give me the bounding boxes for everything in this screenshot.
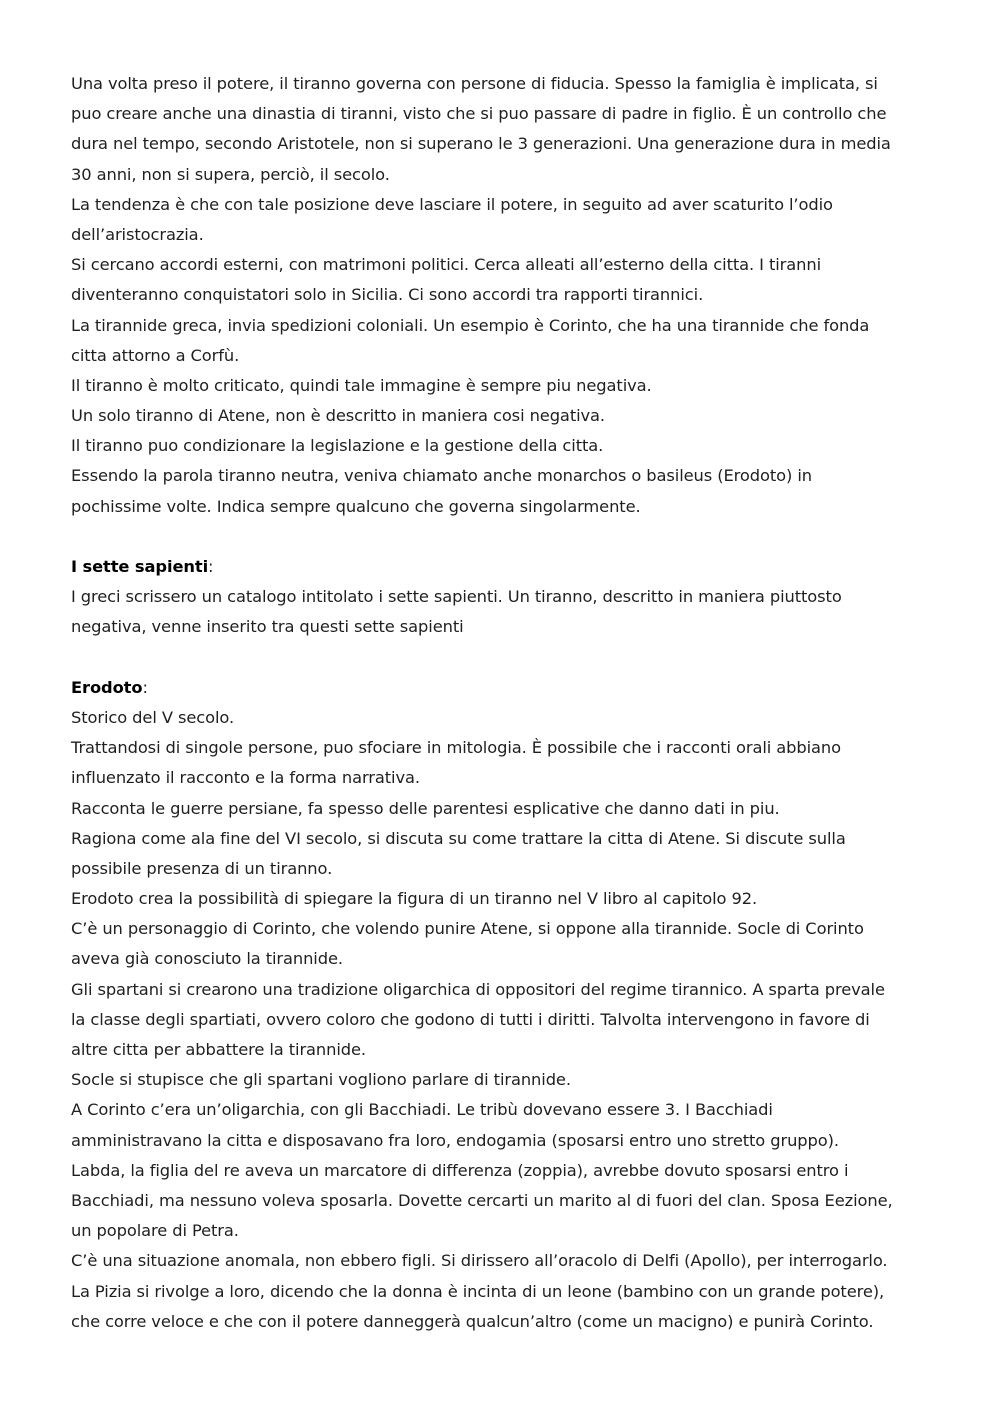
text-line: dura nel tempo, secondo Aristotele, non si superano le 3 generazioni. Una generazione dura in media bbox=[71, 134, 891, 154]
text-line: altre citta per abbattere la tirannide. bbox=[71, 1040, 367, 1059]
text-line: Si cercano accordi esterni, con matrimoni politici. Cerca alleati all’esterno della citta. I tiranni bbox=[71, 255, 821, 275]
text-line: Un solo tiranno di Atene, non è descritto in maniera cosi negativa. bbox=[71, 406, 606, 426]
text-line: dell’aristocrazia. bbox=[71, 224, 204, 244]
text-line: 30 anni, non si supera, perciò, il secolo. bbox=[71, 164, 390, 184]
text-line: La tendenza è che con tale posizione deve lasciare il potere, in seguito ad aver scaturito l’odio bbox=[71, 194, 833, 214]
sapienti-paragraphs bbox=[71, 582, 941, 642]
text-line: I greci scrissero un catalogo intitolato i sette sapienti. Un tiranno, descritto in maniera piuttosto bbox=[71, 587, 842, 607]
text-line: citta attorno a Corfù. bbox=[71, 345, 240, 365]
text-line: Labda, la figlia del re aveva un marcatore di differenza (zoppia), avrebbe dovuto sposarsi entro i bbox=[71, 1160, 849, 1180]
text-line: diventeranno conquistatori solo in Sicilia. Ci sono accordi tra rapporti tirannici. bbox=[71, 285, 704, 305]
text-line: La tirannide greca, invia spedizioni coloniali. Un esempio è Corinto, che ha una tirannide che fonda bbox=[71, 315, 870, 335]
heading-text: Erodoto bbox=[71, 677, 143, 697]
document-page bbox=[71, 69, 941, 1337]
intro-paragraphs bbox=[71, 69, 941, 522]
text-line: aveva già conosciuto la tirannide. bbox=[71, 949, 343, 969]
text-line: La Pizia si rivolge a loro, dicendo che la donna è incinta di un leone (bambino con un grande potere), bbox=[71, 1281, 885, 1301]
blank-line bbox=[71, 522, 941, 552]
text-line: C’è una situazione anomala, non ebbero figli. Si dirissero all’oracolo di Delfi (Apollo), per interrogarlo. bbox=[71, 1251, 888, 1271]
text-line: Socle si stupisce che gli spartani vogliono parlare di tirannide. bbox=[71, 1070, 571, 1090]
text-line: influenzato il racconto e la forma narrativa. bbox=[71, 768, 420, 788]
text-line: Una volta preso il potere, il tiranno governa con persone di fiducia. Spesso la famiglia è implicata, si bbox=[71, 74, 878, 93]
text-line: la classe degli spartiati, ovvero coloro che godono di tutti i diritti. Talvolta intervengono in favore di bbox=[71, 1009, 870, 1029]
text-line: A Corinto c’era un’oligarchia, con gli Bacchiadi. Le tribù dovevano essere 3. I Bacchiadi bbox=[71, 1100, 773, 1120]
text-line: un popolare di Petra. bbox=[71, 1221, 239, 1241]
text-line: Trattandosi di singole persone, puo sfociare in mitologia. È possibile che i racconti orali abbiano bbox=[71, 738, 841, 758]
text-line: negativa, venne inserito tra questi sette sapienti bbox=[71, 617, 464, 637]
text-line: Gli spartani si crearono una tradizione oligarchica di oppositori del regime tirannico. A sparta prevale bbox=[71, 979, 885, 999]
blank-line bbox=[71, 643, 941, 673]
erodoto-paragraphs bbox=[71, 703, 941, 1337]
text-line: Il tiranno puo condizionare la legislazione e la gestione della citta. bbox=[71, 436, 604, 456]
heading-text: I sette sapienti bbox=[71, 557, 209, 576]
text-line: Racconta le guerre persiane, fa spesso delle parentesi esplicative che danno dati in piu. bbox=[71, 798, 780, 818]
text-line: puo creare anche una dinastia di tiranni, visto che si puo passare di padre in figlio. È un controllo che bbox=[71, 104, 887, 124]
text-line: amministravano la citta e disposavano fra loro, endogamia (sposarsi entro uno stretto gruppo). bbox=[71, 1130, 839, 1150]
text-line: Erodoto crea la possibilità di spiegare la figura di un tiranno nel V libro al capitolo 92. bbox=[71, 889, 758, 909]
heading-colon: : bbox=[208, 557, 214, 576]
heading-colon: : bbox=[142, 677, 148, 697]
text-line: Il tiranno è molto criticato, quindi tale immagine è sempre piu negativa. bbox=[71, 375, 652, 395]
section-heading-sapienti bbox=[71, 552, 941, 582]
text-line: Essendo la parola tiranno neutra, veniva chiamato anche monarchos o basileus (Erodoto) in bbox=[71, 466, 812, 486]
text-line: Storico del V secolo. bbox=[71, 707, 235, 727]
text-line: che corre veloce e che con il potere danneggerà qualcun’altro (come un macigno) e punirà Corinto. bbox=[71, 1311, 874, 1331]
text-line: possibile presenza di un tiranno. bbox=[71, 858, 333, 878]
text-line: Ragiona come ala fine del VI secolo, si discuta su come trattare la citta di Atene. Si discute sulla bbox=[71, 828, 846, 848]
text-line: pochissime volte. Indica sempre qualcuno che governa singolarmente. bbox=[71, 496, 641, 516]
text-line: C’è un personaggio di Corinto, che volendo punire Atene, si oppone alla tirannide. Socle di Corinto bbox=[71, 919, 864, 939]
section-heading-erodoto bbox=[71, 673, 941, 703]
text-line: Bacchiadi, ma nessuno voleva sposarla. Dovette cercarti un marito al di fuori del clan. Sposa Eezione, bbox=[71, 1190, 893, 1210]
